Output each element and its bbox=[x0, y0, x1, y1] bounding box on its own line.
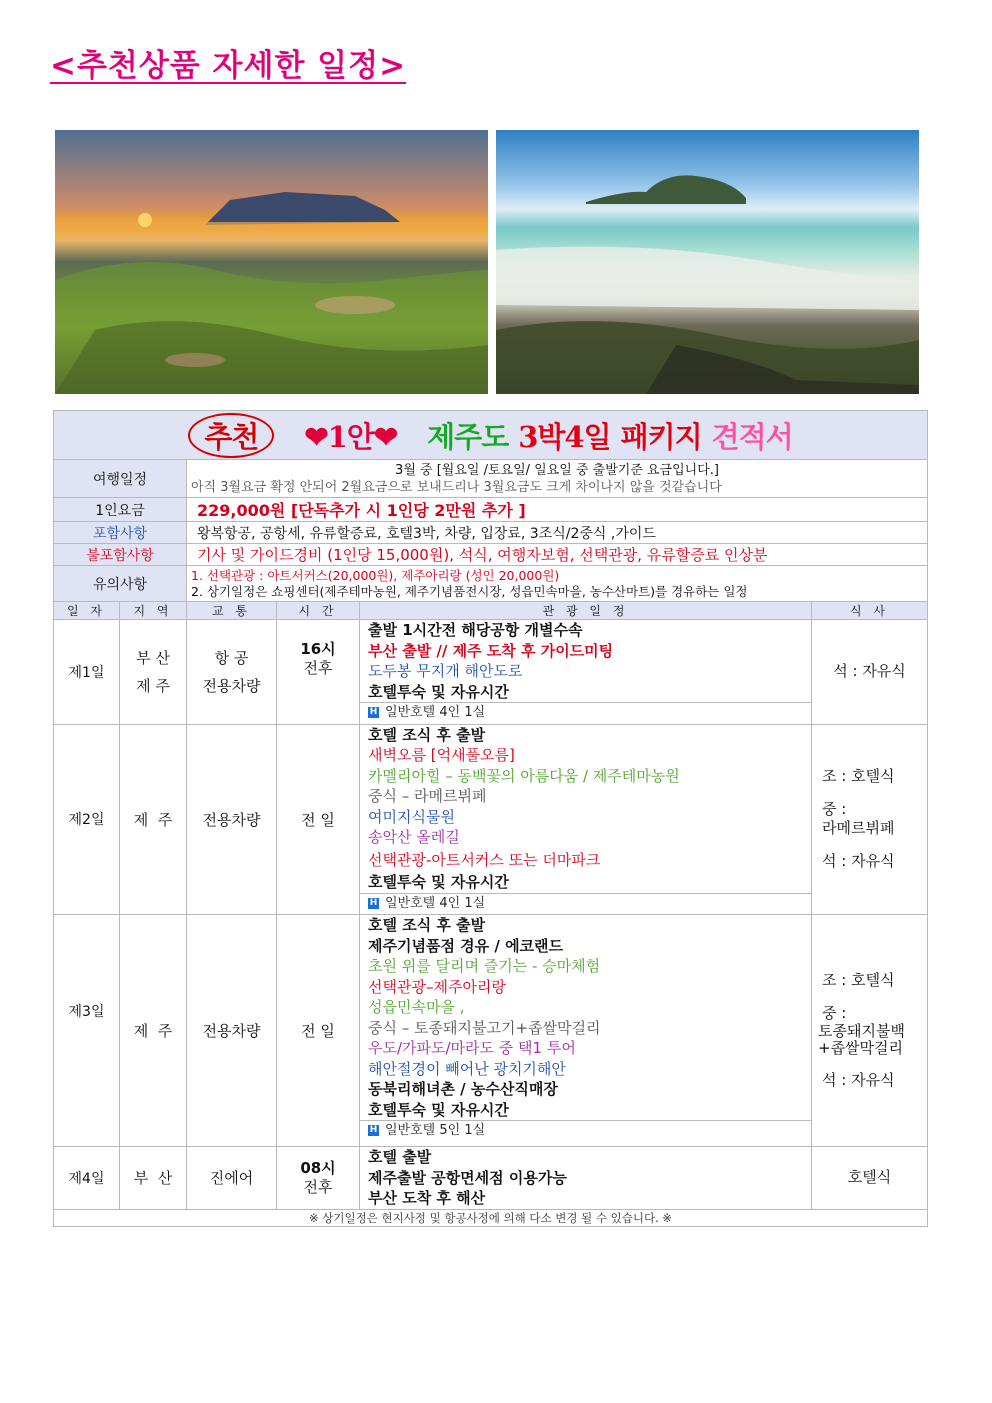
exclude-value: 기사 및 가이드경비 (1인당 15,000원), 석식, 여행자보험, 선택관광, 유류할증료 인상분 bbox=[187, 544, 928, 566]
itinerary-line: 호텔투숙 및 자유시간 bbox=[368, 1100, 509, 1119]
itinerary-line: 부산 출발 // 제주 도착 후 가이드미팅 bbox=[368, 641, 614, 660]
meal-line: 중 : bbox=[822, 1004, 847, 1022]
schedule-label: 여행일정 bbox=[54, 460, 187, 498]
package-label: 패키지 bbox=[620, 419, 702, 454]
header-transport: 교 통 bbox=[187, 602, 277, 620]
time-line: 전후 bbox=[303, 659, 333, 677]
transport-line: 전용차량 bbox=[187, 915, 277, 1147]
meal-line: 조 : 호텔식 bbox=[822, 767, 895, 786]
exclude-row bbox=[54, 544, 928, 566]
header-meal: 식 사 bbox=[812, 602, 928, 620]
note-1: 1. 선택관광 : 아트서커스(20,000원), 제주아리랑 (성인 20,000원) bbox=[191, 567, 560, 583]
itinerary-line: 우도/가파도/마라도 중 택1 투어 bbox=[368, 1039, 576, 1057]
itinerary-line: 초원 위를 달리며 즐기는 - 승마체험 bbox=[368, 957, 601, 975]
hotel-info: H 일반호텔 5인 1실 bbox=[360, 1120, 811, 1142]
banner-row bbox=[54, 411, 928, 460]
recommend-badge: 추천 bbox=[188, 413, 274, 458]
region-line: 제 주 bbox=[120, 915, 187, 1147]
itinerary-line: 제주출발 공항면세점 이용가능 bbox=[368, 1168, 567, 1187]
meal-line: +좁쌀막걸리 bbox=[818, 1039, 904, 1057]
itinerary-line: 카멜리아힐 – 동백꽃의 아름다움 / 제주테마농원 bbox=[368, 766, 680, 785]
region-line: 부 산 bbox=[136, 648, 170, 667]
header-itinerary: 관 광 일 정 bbox=[360, 602, 812, 620]
itinerary-line: 중식 – 라메르뷔페 bbox=[368, 787, 487, 805]
island-beach-illustration bbox=[496, 130, 919, 394]
time-line: 전 일 bbox=[277, 724, 360, 915]
itinerary-line: 선택관광-아트서커스 또는 더마파크 bbox=[368, 850, 601, 869]
schedule-row bbox=[54, 460, 928, 498]
notes-label: 유의사항 bbox=[54, 566, 187, 602]
itinerary-line: 송악산 올레길 bbox=[368, 828, 460, 846]
meal-line: 석 : 자유식 bbox=[833, 662, 906, 681]
meal-line: 중 : bbox=[822, 800, 847, 819]
itinerary-table bbox=[53, 410, 928, 1227]
include-value: 왕복항공, 공항세, 유류할증료, 호텔3박, 차량, 입장료, 3조식/2중식 ,가이드 bbox=[187, 522, 928, 544]
itinerary-line: 여미지식물원 bbox=[368, 807, 455, 826]
include-label: 포함사항 bbox=[54, 522, 187, 544]
time-line: 16시 bbox=[300, 640, 336, 658]
header-day: 일 자 bbox=[54, 602, 120, 620]
transport-line: 항 공 bbox=[214, 648, 249, 667]
price-label: 1인요금 bbox=[54, 498, 187, 522]
schedule-line1: 3월 중 [월요일 /토요일/ 일요일 중 출발기준 요금입니다.] bbox=[395, 462, 719, 478]
itinerary-line: 부산 도착 후 해산 bbox=[368, 1189, 486, 1207]
one-pick-label: ❤1안❤ bbox=[304, 419, 398, 454]
jeju-label: 제주도 bbox=[427, 419, 509, 454]
time-line: 전 일 bbox=[277, 915, 360, 1147]
day-label: 제3일 bbox=[54, 915, 120, 1147]
day-row-2 bbox=[54, 724, 928, 915]
exclude-label: 불포함사항 bbox=[54, 544, 187, 566]
header-time: 시 간 bbox=[277, 602, 360, 620]
notes-row bbox=[54, 566, 928, 602]
day-label: 제2일 bbox=[54, 724, 120, 915]
day-row-3 bbox=[54, 915, 928, 1147]
transport-line: 전용차량 bbox=[202, 676, 261, 695]
itinerary-line: 출발 1시간전 해당공항 개별수속 bbox=[368, 621, 583, 639]
meal-line: 토종돼지불백 bbox=[818, 1022, 905, 1040]
itinerary-line: 도두봉 무지개 해안도로 bbox=[368, 662, 523, 680]
region-line: 제 주 bbox=[136, 676, 170, 695]
meal-line: 라메르뷔페 bbox=[822, 819, 895, 838]
day-label: 제1일 bbox=[54, 620, 120, 725]
header-region: 지 역 bbox=[120, 602, 187, 620]
region-line: 제 주 bbox=[120, 724, 187, 915]
itinerary-line: 성읍민속마을 , bbox=[368, 998, 465, 1016]
time-line: 08시 bbox=[300, 1158, 336, 1177]
schedule-line2: 아직 3월요금 확정 안되어 2월요금으로 보내드리나 3월요금도 크게 차이나지 않을 것같습니다 bbox=[191, 479, 722, 495]
price-row bbox=[54, 498, 928, 522]
meal-line: 석 : 자유식 bbox=[822, 1071, 895, 1089]
itinerary-line: 새벽오름 [억새풀오름] bbox=[368, 746, 515, 764]
price-value: 229,000원 [단독추가 시 1인당 2만원 추가 ] bbox=[187, 498, 928, 522]
itinerary-line: 호텔 조식 후 출발 bbox=[368, 916, 486, 934]
hotel-info: H 일반호텔 4인 1실 bbox=[360, 893, 811, 915]
hotel-icon: H bbox=[369, 707, 378, 717]
itinerary-line: 호텔투숙 및 자유시간 bbox=[368, 873, 509, 891]
transport-line: 전용차량 bbox=[187, 724, 277, 915]
day-row-1 bbox=[54, 620, 928, 725]
meal-line: 석 : 자유식 bbox=[822, 852, 895, 871]
hotel-icon: H bbox=[369, 897, 378, 908]
hotel-icon: H bbox=[369, 1125, 378, 1135]
itinerary-line: 호텔 출발 bbox=[368, 1148, 432, 1166]
sunrise-peak-illustration bbox=[55, 130, 488, 394]
time-line: 전후 bbox=[303, 1177, 333, 1196]
hotel-info: H 일반호텔 4인 1실 bbox=[360, 702, 811, 724]
note-2: 2. 상기일정은 쇼핑센터(제주테마농원, 제주기념품전시장, 성읍민속마을, 농수산마트)를 경유하는 일정 bbox=[191, 583, 748, 599]
day-label: 제4일 bbox=[54, 1147, 120, 1210]
region-line: 부 산 bbox=[120, 1147, 187, 1210]
itinerary-line: 중식 – 토종돼지불고기+좁쌀막걸리 bbox=[368, 1018, 601, 1037]
itinerary-line: 호텔투숙 및 자유시간 bbox=[368, 682, 509, 701]
meal-line: 호텔식 bbox=[847, 1168, 892, 1187]
quote-label: 견적서 bbox=[711, 419, 793, 454]
itinerary-line: 해안절경이 빼어난 광치기해안 bbox=[368, 1059, 566, 1078]
itinerary-line: 제주기념품점 경유 / 에코랜드 bbox=[368, 936, 564, 955]
itinerary-line: 선택관광–제주아리랑 bbox=[368, 977, 506, 996]
column-header-row bbox=[54, 602, 928, 620]
photo-island-beach bbox=[496, 130, 919, 394]
itinerary-line: 동북리해녀촌 / 농수산직매장 bbox=[368, 1080, 558, 1098]
include-row bbox=[54, 522, 928, 544]
day-row-4 bbox=[54, 1147, 928, 1210]
transport-line: 진에어 bbox=[187, 1147, 277, 1210]
page-title: <추천상품 자세한 일정> bbox=[50, 48, 407, 84]
photo-sunrise-peak-sunset bbox=[55, 130, 488, 394]
footnote-row bbox=[54, 1209, 928, 1226]
meal-line: 조 : 호텔식 bbox=[822, 971, 895, 989]
nights-label: 3박4일 bbox=[518, 419, 611, 454]
itinerary-line: 호텔 조식 후 출발 bbox=[368, 725, 486, 744]
footnote: ※ 상기일정은 현지사정 및 항공사정에 의해 다소 변경 될 수 있습니다. ※ bbox=[54, 1209, 928, 1226]
